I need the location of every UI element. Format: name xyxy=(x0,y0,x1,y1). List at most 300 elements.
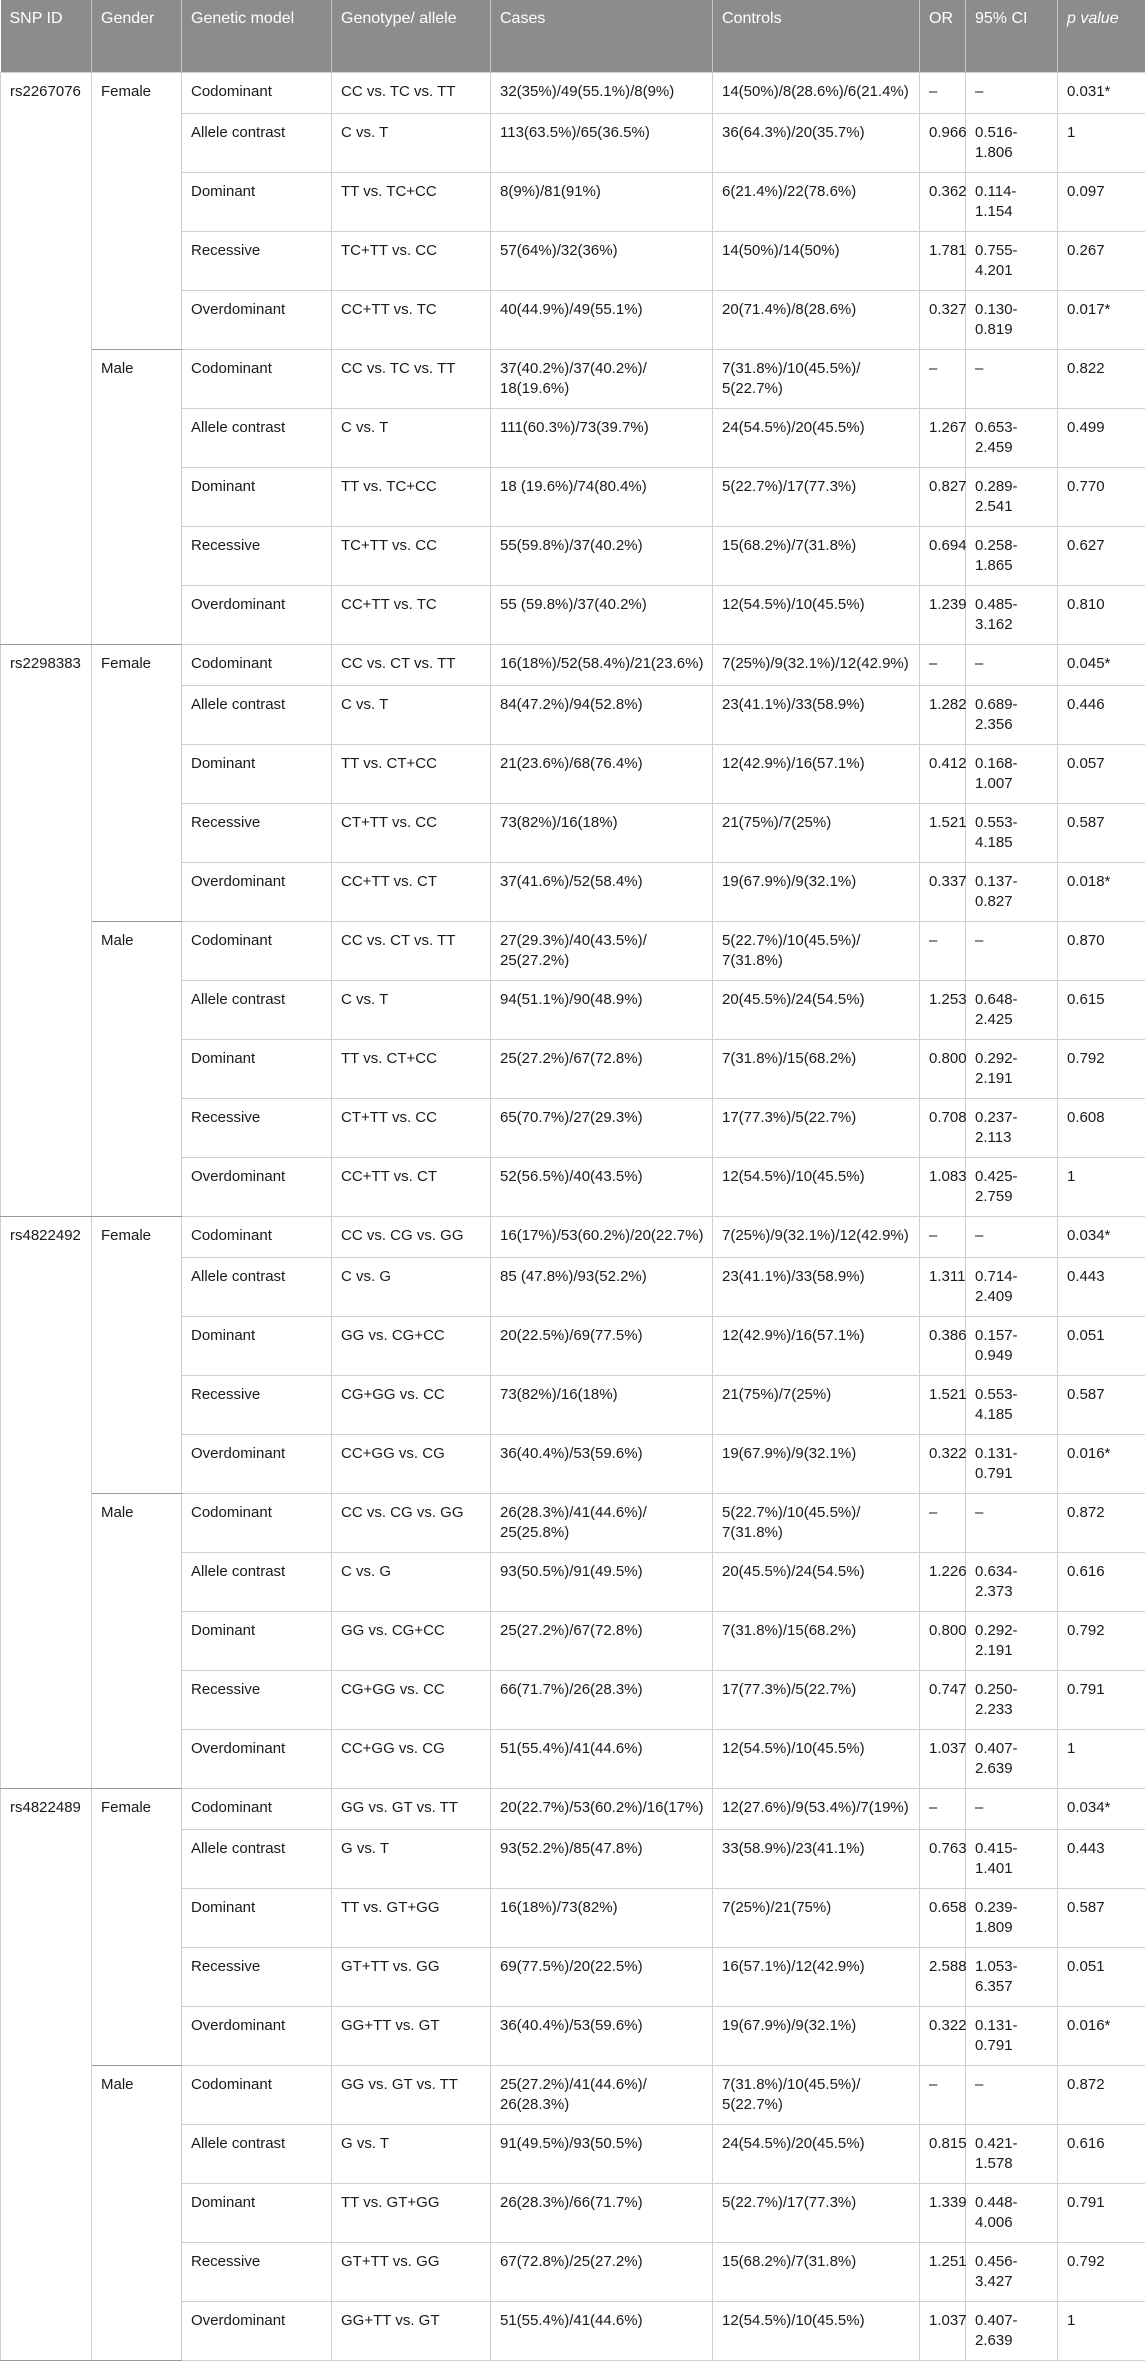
ci-cell: 0.292-2.191 xyxy=(966,1039,1058,1098)
genotype-cell: CT+TT vs. CC xyxy=(332,1098,491,1157)
ci-cell: 0.131-0.791 xyxy=(966,2006,1058,2065)
or-cell: 0.322 xyxy=(920,1434,966,1493)
cases-cell: 93(52.2%)/85(47.8%) xyxy=(491,1829,713,1888)
p-value-cell: 0.872 xyxy=(1058,1493,1145,1552)
or-cell: 0.966 xyxy=(920,113,966,172)
or-cell: 0.322 xyxy=(920,2006,966,2065)
controls-cell: 12(27.6%)/9(53.4%)/7(19%) xyxy=(713,1788,920,1829)
genotype-cell: GT+TT vs. GG xyxy=(332,2242,491,2301)
p-value-cell: 0.034* xyxy=(1058,1788,1145,1829)
controls-cell: 19(67.9%)/9(32.1%) xyxy=(713,1434,920,1493)
cases-cell: 37(41.6%)/52(58.4%) xyxy=(491,862,713,921)
ci-cell: – xyxy=(966,2065,1058,2124)
cases-cell: 73(82%)/16(18%) xyxy=(491,1375,713,1434)
p-value-cell: 0.443 xyxy=(1058,1829,1145,1888)
or-cell: – xyxy=(920,1216,966,1257)
genetic-model-cell: Codominant xyxy=(182,72,332,113)
or-cell: 0.412 xyxy=(920,744,966,803)
cases-cell: 55(59.8%)/37(40.2%) xyxy=(491,526,713,585)
snp-id-cell: rs2267076 xyxy=(1,72,92,644)
controls-cell: 20(45.5%)/24(54.5%) xyxy=(713,980,920,1039)
cases-cell: 91(49.5%)/93(50.5%) xyxy=(491,2124,713,2183)
cases-cell: 84(47.2%)/94(52.8%) xyxy=(491,685,713,744)
genotype-cell: CC vs. CG vs. GG xyxy=(332,1493,491,1552)
or-cell: 1.781 xyxy=(920,231,966,290)
genotype-cell: TT vs. GT+GG xyxy=(332,1888,491,1947)
controls-cell: 12(54.5%)/10(45.5%) xyxy=(713,1157,920,1216)
p-value-cell: 0.499 xyxy=(1058,408,1145,467)
genetic-model-cell: Codominant xyxy=(182,1216,332,1257)
ci-cell: 0.130-0.819 xyxy=(966,290,1058,349)
cases-cell: 18 (19.6%)/74(80.4%) xyxy=(491,467,713,526)
genetic-model-cell: Allele contrast xyxy=(182,1829,332,1888)
cases-cell: 66(71.7%)/26(28.3%) xyxy=(491,1670,713,1729)
controls-cell: 5(22.7%)/10(45.5%)/ 7(31.8%) xyxy=(713,921,920,980)
or-cell: 2.588 xyxy=(920,1947,966,2006)
genetic-model-cell: Codominant xyxy=(182,2065,332,2124)
controls-cell: 6(21.4%)/22(78.6%) xyxy=(713,172,920,231)
or-cell: 0.708 xyxy=(920,1098,966,1157)
or-cell: – xyxy=(920,1493,966,1552)
p-value-cell: 0.097 xyxy=(1058,172,1145,231)
ci-cell: 0.131-0.791 xyxy=(966,1434,1058,1493)
p-value-cell: 0.016* xyxy=(1058,2006,1145,2065)
gender-cell: Female xyxy=(92,1788,182,2065)
controls-cell: 7(31.8%)/10(45.5%)/ 5(22.7%) xyxy=(713,349,920,408)
snp-id-cell: rs4822489 xyxy=(1,1788,92,2360)
genotype-cell: CC vs. CT vs. TT xyxy=(332,644,491,685)
ci-cell: – xyxy=(966,349,1058,408)
cases-cell: 113(63.5%)/65(36.5%) xyxy=(491,113,713,172)
genetic-model-cell: Codominant xyxy=(182,349,332,408)
genotype-cell: CC+TT vs. CT xyxy=(332,862,491,921)
cases-cell: 40(44.9%)/49(55.1%) xyxy=(491,290,713,349)
p-value-cell: 0.608 xyxy=(1058,1098,1145,1157)
cases-cell: 20(22.5%)/69(77.5%) xyxy=(491,1316,713,1375)
ci-cell: – xyxy=(966,644,1058,685)
genotype-cell: C vs. T xyxy=(332,408,491,467)
genetic-model-cell: Recessive xyxy=(182,2242,332,2301)
controls-cell: 16(57.1%)/12(42.9%) xyxy=(713,1947,920,2006)
or-cell: 0.694 xyxy=(920,526,966,585)
controls-cell: 5(22.7%)/17(77.3%) xyxy=(713,467,920,526)
p-value-cell: 0.057 xyxy=(1058,744,1145,803)
ci-cell: 0.689-2.356 xyxy=(966,685,1058,744)
table-row xyxy=(1,72,1145,113)
genotype-cell: TC+TT vs. CC xyxy=(332,526,491,585)
genotype-cell: CG+GG vs. CC xyxy=(332,1375,491,1434)
genetic-model-cell: Allele contrast xyxy=(182,1552,332,1611)
or-cell: 1.339 xyxy=(920,2183,966,2242)
controls-cell: 7(25%)/21(75%) xyxy=(713,1888,920,1947)
or-cell: – xyxy=(920,72,966,113)
or-cell: – xyxy=(920,2065,966,2124)
table-row xyxy=(1,921,1145,980)
genetic-model-cell: Overdominant xyxy=(182,585,332,644)
p-value-cell: 1 xyxy=(1058,2301,1145,2360)
table-row xyxy=(1,349,1145,408)
or-cell: 1.037 xyxy=(920,2301,966,2360)
ci-cell: 0.448-4.006 xyxy=(966,2183,1058,2242)
or-cell: 0.362 xyxy=(920,172,966,231)
snp-id-cell: rs2298383 xyxy=(1,644,92,1216)
ci-cell: – xyxy=(966,1216,1058,1257)
table-body xyxy=(1,72,1145,2360)
genetic-model-cell: Recessive xyxy=(182,1670,332,1729)
p-value-cell: 0.615 xyxy=(1058,980,1145,1039)
header-genotype-allele: Genotype/ allele xyxy=(332,0,491,72)
genetic-model-cell: Recessive xyxy=(182,1375,332,1434)
p-value-cell: 0.016* xyxy=(1058,1434,1145,1493)
controls-cell: 15(68.2%)/7(31.8%) xyxy=(713,2242,920,2301)
ci-cell: 0.485-3.162 xyxy=(966,585,1058,644)
genetic-model-cell: Overdominant xyxy=(182,2301,332,2360)
p-value-cell: 0.034* xyxy=(1058,1216,1145,1257)
cases-cell: 8(9%)/81(91%) xyxy=(491,172,713,231)
genetic-model-cell: Codominant xyxy=(182,1788,332,1829)
or-cell: 0.337 xyxy=(920,862,966,921)
genotype-cell: CC vs. TC vs. TT xyxy=(332,72,491,113)
genotype-cell: CC+TT vs. TC xyxy=(332,290,491,349)
p-value-cell: 0.616 xyxy=(1058,1552,1145,1611)
genotype-cell: CT+TT vs. CC xyxy=(332,803,491,862)
genetic-model-cell: Recessive xyxy=(182,526,332,585)
cases-cell: 67(72.8%)/25(27.2%) xyxy=(491,2242,713,2301)
controls-cell: 19(67.9%)/9(32.1%) xyxy=(713,862,920,921)
genotype-cell: GG+TT vs. GT xyxy=(332,2006,491,2065)
ci-cell: 0.407-2.639 xyxy=(966,1729,1058,1788)
table-row xyxy=(1,644,1145,685)
cases-cell: 93(50.5%)/91(49.5%) xyxy=(491,1552,713,1611)
genotype-cell: TC+TT vs. CC xyxy=(332,231,491,290)
p-value-cell: 1 xyxy=(1058,1729,1145,1788)
p-value-cell: 0.587 xyxy=(1058,1375,1145,1434)
ci-cell: 0.421-1.578 xyxy=(966,2124,1058,2183)
cases-cell: 25(27.2%)/41(44.6%)/ 26(28.3%) xyxy=(491,2065,713,2124)
gender-cell: Female xyxy=(92,644,182,921)
or-cell: 0.327 xyxy=(920,290,966,349)
genetic-model-cell: Dominant xyxy=(182,172,332,231)
header-gender: Gender xyxy=(92,0,182,72)
ci-cell: – xyxy=(966,921,1058,980)
controls-cell: 23(41.1%)/33(58.9%) xyxy=(713,685,920,744)
genetic-model-cell: Allele contrast xyxy=(182,685,332,744)
or-cell: 1.282 xyxy=(920,685,966,744)
header-controls: Controls xyxy=(713,0,920,72)
cases-cell: 36(40.4%)/53(59.6%) xyxy=(491,1434,713,1493)
controls-cell: 5(22.7%)/17(77.3%) xyxy=(713,2183,920,2242)
gender-cell: Male xyxy=(92,349,182,644)
p-value-cell: 0.627 xyxy=(1058,526,1145,585)
controls-cell: 12(42.9%)/16(57.1%) xyxy=(713,744,920,803)
genotype-cell: G vs. T xyxy=(332,2124,491,2183)
genetic-model-cell: Dominant xyxy=(182,1316,332,1375)
or-cell: 0.763 xyxy=(920,1829,966,1888)
cases-cell: 26(28.3%)/41(44.6%)/ 25(25.8%) xyxy=(491,1493,713,1552)
cases-cell: 94(51.1%)/90(48.9%) xyxy=(491,980,713,1039)
cases-cell: 55 (59.8%)/37(40.2%) xyxy=(491,585,713,644)
genetic-model-cell: Allele contrast xyxy=(182,408,332,467)
ci-cell: 0.114-1.154 xyxy=(966,172,1058,231)
genetic-model-cell: Codominant xyxy=(182,921,332,980)
genotype-cell: CC+TT vs. TC xyxy=(332,585,491,644)
genetic-model-cell: Allele contrast xyxy=(182,1257,332,1316)
ci-cell: 0.425-2.759 xyxy=(966,1157,1058,1216)
genetic-model-cell: Overdominant xyxy=(182,2006,332,2065)
p-value-cell: 0.018* xyxy=(1058,862,1145,921)
ci-cell: – xyxy=(966,1788,1058,1829)
cases-cell: 111(60.3%)/73(39.7%) xyxy=(491,408,713,467)
controls-cell: 7(31.8%)/15(68.2%) xyxy=(713,1039,920,1098)
p-value-cell: 0.051 xyxy=(1058,1316,1145,1375)
p-value-cell: 0.267 xyxy=(1058,231,1145,290)
or-cell: 1.521 xyxy=(920,1375,966,1434)
controls-cell: 17(77.3%)/5(22.7%) xyxy=(713,1670,920,1729)
or-cell: 0.747 xyxy=(920,1670,966,1729)
controls-cell: 19(67.9%)/9(32.1%) xyxy=(713,2006,920,2065)
genotype-cell: GG vs. GT vs. TT xyxy=(332,1788,491,1829)
genotype-cell: G vs. T xyxy=(332,1829,491,1888)
cases-cell: 69(77.5%)/20(22.5%) xyxy=(491,1947,713,2006)
ci-cell: 0.755-4.201 xyxy=(966,231,1058,290)
controls-cell: 33(58.9%)/23(41.1%) xyxy=(713,1829,920,1888)
genotype-cell: GG vs. GT vs. TT xyxy=(332,2065,491,2124)
or-cell: 0.800 xyxy=(920,1611,966,1670)
ci-cell: 0.407-2.639 xyxy=(966,2301,1058,2360)
genetic-model-cell: Dominant xyxy=(182,1611,332,1670)
p-value-cell: 1 xyxy=(1058,113,1145,172)
controls-cell: 36(64.3%)/20(35.7%) xyxy=(713,113,920,172)
cases-cell: 20(22.7%)/53(60.2%)/16(17%) xyxy=(491,1788,713,1829)
cases-cell: 57(64%)/32(36%) xyxy=(491,231,713,290)
controls-cell: 21(75%)/7(25%) xyxy=(713,1375,920,1434)
cases-cell: 26(28.3%)/66(71.7%) xyxy=(491,2183,713,2242)
cases-cell: 16(17%)/53(60.2%)/20(22.7%) xyxy=(491,1216,713,1257)
genotype-cell: C vs. T xyxy=(332,685,491,744)
genetic-model-cell: Overdominant xyxy=(182,1157,332,1216)
controls-cell: 17(77.3%)/5(22.7%) xyxy=(713,1098,920,1157)
cases-cell: 25(27.2%)/67(72.8%) xyxy=(491,1039,713,1098)
controls-cell: 14(50%)/8(28.6%)/6(21.4%) xyxy=(713,72,920,113)
controls-cell: 24(54.5%)/20(45.5%) xyxy=(713,2124,920,2183)
genotype-cell: TT vs. CT+CC xyxy=(332,1039,491,1098)
ci-cell: 0.653-2.459 xyxy=(966,408,1058,467)
cases-cell: 51(55.4%)/41(44.6%) xyxy=(491,2301,713,2360)
header-95-ci: 95% CI xyxy=(966,0,1058,72)
ci-cell: 0.168-1.007 xyxy=(966,744,1058,803)
p-value-cell: 1 xyxy=(1058,1157,1145,1216)
ci-cell: 0.137-0.827 xyxy=(966,862,1058,921)
controls-cell: 14(50%)/14(50%) xyxy=(713,231,920,290)
header-cases: Cases xyxy=(491,0,713,72)
controls-cell: 20(45.5%)/24(54.5%) xyxy=(713,1552,920,1611)
genetic-model-cell: Codominant xyxy=(182,644,332,685)
or-cell: 1.239 xyxy=(920,585,966,644)
or-cell: 1.037 xyxy=(920,1729,966,1788)
controls-cell: 7(31.8%)/10(45.5%)/ 5(22.7%) xyxy=(713,2065,920,2124)
table-header xyxy=(1,0,1145,72)
ci-cell: 0.634-2.373 xyxy=(966,1552,1058,1611)
ci-cell: 0.648-2.425 xyxy=(966,980,1058,1039)
p-value-cell: 0.810 xyxy=(1058,585,1145,644)
genetic-model-cell: Overdominant xyxy=(182,862,332,921)
genetic-model-cell: Codominant xyxy=(182,1493,332,1552)
controls-cell: 24(54.5%)/20(45.5%) xyxy=(713,408,920,467)
genetic-model-cell: Allele contrast xyxy=(182,2124,332,2183)
genetic-model-cell: Overdominant xyxy=(182,290,332,349)
cases-cell: 36(40.4%)/53(59.6%) xyxy=(491,2006,713,2065)
genetic-model-cell: Dominant xyxy=(182,1888,332,1947)
genotype-cell: TT vs. TC+CC xyxy=(332,467,491,526)
gender-cell: Male xyxy=(92,2065,182,2360)
genotype-cell: TT vs. CT+CC xyxy=(332,744,491,803)
genotype-cell: CC+TT vs. CT xyxy=(332,1157,491,1216)
or-cell: 1.253 xyxy=(920,980,966,1039)
p-value-cell: 0.446 xyxy=(1058,685,1145,744)
ci-cell: 0.237-2.113 xyxy=(966,1098,1058,1157)
p-value-cell: 0.017* xyxy=(1058,290,1145,349)
genotype-cell: C vs. G xyxy=(332,1257,491,1316)
p-value-cell: 0.822 xyxy=(1058,349,1145,408)
header-snp-id: SNP ID xyxy=(1,0,92,72)
or-cell: 0.815 xyxy=(920,2124,966,2183)
genotype-cell: TT vs. GT+GG xyxy=(332,2183,491,2242)
or-cell: 1.267 xyxy=(920,408,966,467)
controls-cell: 12(54.5%)/10(45.5%) xyxy=(713,1729,920,1788)
ci-cell: 0.239-1.809 xyxy=(966,1888,1058,1947)
controls-cell: 7(31.8%)/15(68.2%) xyxy=(713,1611,920,1670)
p-value-cell: 0.031* xyxy=(1058,72,1145,113)
cases-cell: 21(23.6%)/68(76.4%) xyxy=(491,744,713,803)
genotype-cell: CC+GG vs. CG xyxy=(332,1434,491,1493)
p-value-cell: 0.872 xyxy=(1058,2065,1145,2124)
genotype-cell: GG vs. CG+CC xyxy=(332,1611,491,1670)
genetic-model-cell: Allele contrast xyxy=(182,113,332,172)
controls-cell: 20(71.4%)/8(28.6%) xyxy=(713,290,920,349)
genotype-cell: CC vs. TC vs. TT xyxy=(332,349,491,408)
or-cell: 0.827 xyxy=(920,467,966,526)
p-value-cell: 0.051 xyxy=(1058,1947,1145,2006)
cases-cell: 16(18%)/73(82%) xyxy=(491,1888,713,1947)
ci-cell: 0.553-4.185 xyxy=(966,803,1058,862)
header-row xyxy=(1,0,1145,72)
genotype-cell: GG+TT vs. GT xyxy=(332,2301,491,2360)
or-cell: 0.800 xyxy=(920,1039,966,1098)
controls-cell: 12(42.9%)/16(57.1%) xyxy=(713,1316,920,1375)
table-row xyxy=(1,1493,1145,1552)
genetic-model-cell: Recessive xyxy=(182,231,332,290)
or-cell: 0.658 xyxy=(920,1888,966,1947)
p-value-cell: 0.791 xyxy=(1058,2183,1145,2242)
cases-cell: 37(40.2%)/37(40.2%)/ 18(19.6%) xyxy=(491,349,713,408)
p-value-cell: 0.616 xyxy=(1058,2124,1145,2183)
cases-cell: 65(70.7%)/27(29.3%) xyxy=(491,1098,713,1157)
ci-cell: 1.053-6.357 xyxy=(966,1947,1058,2006)
cases-cell: 32(35%)/49(55.1%)/8(9%) xyxy=(491,72,713,113)
p-value-cell: 0.045* xyxy=(1058,644,1145,685)
gender-cell: Male xyxy=(92,921,182,1216)
or-cell: 1.311 xyxy=(920,1257,966,1316)
gender-cell: Female xyxy=(92,1216,182,1493)
genotype-cell: C vs. G xyxy=(332,1552,491,1611)
genotype-cell: CC+GG vs. CG xyxy=(332,1729,491,1788)
controls-cell: 12(54.5%)/10(45.5%) xyxy=(713,585,920,644)
ci-cell: 0.714-2.409 xyxy=(966,1257,1058,1316)
genotype-cell: GT+TT vs. GG xyxy=(332,1947,491,2006)
genetic-model-cell: Recessive xyxy=(182,1947,332,2006)
header-p-value: p value xyxy=(1058,0,1145,72)
genetic-model-cell: Overdominant xyxy=(182,1434,332,1493)
p-value-cell: 0.792 xyxy=(1058,1611,1145,1670)
ci-cell: 0.250-2.233 xyxy=(966,1670,1058,1729)
genetic-model-cell: Recessive xyxy=(182,803,332,862)
ci-cell: – xyxy=(966,1493,1058,1552)
genotype-cell: C vs. T xyxy=(332,113,491,172)
ci-cell: 0.292-2.191 xyxy=(966,1611,1058,1670)
ci-cell: 0.157-0.949 xyxy=(966,1316,1058,1375)
or-cell: 1.083 xyxy=(920,1157,966,1216)
genetic-model-cell: Dominant xyxy=(182,2183,332,2242)
cases-cell: 25(27.2%)/67(72.8%) xyxy=(491,1611,713,1670)
ci-cell: 0.516-1.806 xyxy=(966,113,1058,172)
genetic-model-cell: Dominant xyxy=(182,467,332,526)
snp-id-cell: rs4822492 xyxy=(1,1216,92,1788)
ci-cell: 0.553-4.185 xyxy=(966,1375,1058,1434)
table-row xyxy=(1,1788,1145,1829)
table-row xyxy=(1,2065,1145,2124)
cases-cell: 52(56.5%)/40(43.5%) xyxy=(491,1157,713,1216)
ci-cell: 0.415-1.401 xyxy=(966,1829,1058,1888)
genetic-model-cell: Allele contrast xyxy=(182,980,332,1039)
controls-cell: 21(75%)/7(25%) xyxy=(713,803,920,862)
p-value-cell: 0.791 xyxy=(1058,1670,1145,1729)
controls-cell: 7(25%)/9(32.1%)/12(42.9%) xyxy=(713,1216,920,1257)
cases-cell: 73(82%)/16(18%) xyxy=(491,803,713,862)
gender-cell: Female xyxy=(92,72,182,349)
genetic-model-cell: Overdominant xyxy=(182,1729,332,1788)
header-or: OR xyxy=(920,0,966,72)
genetic-model-cell: Dominant xyxy=(182,1039,332,1098)
cases-cell: 51(55.4%)/41(44.6%) xyxy=(491,1729,713,1788)
header-genetic-model: Genetic model xyxy=(182,0,332,72)
or-cell: 1.251 xyxy=(920,2242,966,2301)
genotype-cell: C vs. T xyxy=(332,980,491,1039)
p-value-cell: 0.587 xyxy=(1058,803,1145,862)
ci-cell: 0.289-2.541 xyxy=(966,467,1058,526)
or-cell: 1.226 xyxy=(920,1552,966,1611)
p-value-cell: 0.587 xyxy=(1058,1888,1145,1947)
or-cell: 1.521 xyxy=(920,803,966,862)
cases-cell: 16(18%)/52(58.4%)/21(23.6%) xyxy=(491,644,713,685)
ci-cell: – xyxy=(966,72,1058,113)
genotype-cell: CC vs. CT vs. TT xyxy=(332,921,491,980)
p-value-cell: 0.792 xyxy=(1058,1039,1145,1098)
genotype-cell: GG vs. CG+CC xyxy=(332,1316,491,1375)
p-value-cell: 0.770 xyxy=(1058,467,1145,526)
cases-cell: 27(29.3%)/40(43.5%)/ 25(27.2%) xyxy=(491,921,713,980)
controls-cell: 15(68.2%)/7(31.8%) xyxy=(713,526,920,585)
controls-cell: 23(41.1%)/33(58.9%) xyxy=(713,1257,920,1316)
genotype-cell: CG+GG vs. CC xyxy=(332,1670,491,1729)
or-cell: – xyxy=(920,349,966,408)
or-cell: – xyxy=(920,644,966,685)
or-cell: – xyxy=(920,1788,966,1829)
ci-cell: 0.456-3.427 xyxy=(966,2242,1058,2301)
or-cell: – xyxy=(920,921,966,980)
p-value-cell: 0.870 xyxy=(1058,921,1145,980)
ci-cell: 0.258-1.865 xyxy=(966,526,1058,585)
genetic-model-cell: Dominant xyxy=(182,744,332,803)
